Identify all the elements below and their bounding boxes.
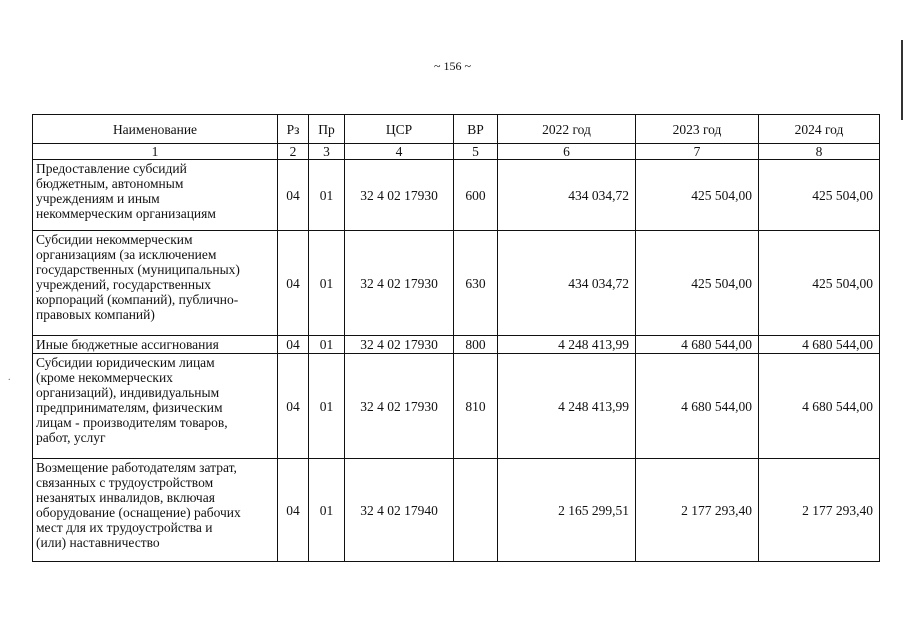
amount-2022-cell: 2 165 299,51 [498, 459, 636, 562]
amount-2023-cell: 2 177 293,40 [636, 459, 759, 562]
vr-cell: 600 [454, 160, 498, 231]
scan-speck: . [8, 372, 11, 383]
rz-cell: 04 [278, 336, 309, 354]
row-name-line: Субсидии юридическим лицам [36, 355, 215, 370]
row-name-line: мест для их трудоустройства и [36, 520, 213, 535]
vr-cell: 630 [454, 231, 498, 336]
row-name-line: Субсидии некоммерческим [36, 232, 193, 247]
header-2022: 2022 год [498, 115, 636, 144]
csr-cell: 32 4 02 17940 [345, 459, 454, 562]
row-name-line: лицам - производителям товаров, [36, 415, 228, 430]
row-name-line: Предоставление субсидий [36, 161, 187, 176]
row-name-line: учреждениям и иным [36, 191, 160, 206]
row-name-line: Иные бюджетные ассигнования [36, 337, 219, 352]
row-name-line: предпринимателям, физическим [36, 400, 223, 415]
pr-cell: 01 [309, 160, 345, 231]
header-2024: 2024 год [759, 115, 880, 144]
amount-2023-cell: 425 504,00 [636, 231, 759, 336]
vr-cell: 800 [454, 336, 498, 354]
page-number: ~ 156 ~ [434, 59, 471, 73]
header-vr: ВР [454, 115, 498, 144]
row-name-line: (или) наставничество [36, 535, 160, 550]
table-row [33, 160, 880, 231]
column-number: 5 [454, 144, 498, 160]
row-name-line: бюджетным, автономным [36, 176, 184, 191]
column-number: 7 [636, 144, 759, 160]
table-row [33, 459, 880, 562]
row-name-line: Возмещение работодателям затрат, [36, 460, 237, 475]
pr-cell: 01 [309, 354, 345, 459]
header-name: Наименование [33, 115, 278, 144]
amount-2023-cell: 425 504,00 [636, 160, 759, 231]
row-name-cell [33, 160, 278, 231]
row-name-cell [33, 336, 278, 354]
vr-cell: 810 [454, 354, 498, 459]
column-number: 3 [309, 144, 345, 160]
amount-2022-cell: 434 034,72 [498, 231, 636, 336]
row-name-line: некоммерческим организациям [36, 206, 216, 221]
amount-2024-cell: 2 177 293,40 [759, 459, 880, 562]
row-name-cell [33, 459, 278, 562]
row-name-line: организациям (за исключением [36, 247, 217, 262]
amount-2022-cell: 434 034,72 [498, 160, 636, 231]
amount-2024-cell: 4 680 544,00 [759, 336, 880, 354]
amount-2024-cell: 4 680 544,00 [759, 354, 880, 459]
pr-cell: 01 [309, 459, 345, 562]
row-name-line: работ, услуг [36, 430, 106, 445]
table-row [33, 336, 880, 354]
amount-2024-cell: 425 504,00 [759, 231, 880, 336]
amount-2023-cell: 4 680 544,00 [636, 336, 759, 354]
csr-cell: 32 4 02 17930 [345, 160, 454, 231]
header-csr: ЦСР [345, 115, 454, 144]
row-name-line: государственных (муниципальных) [36, 262, 240, 277]
pr-cell: 01 [309, 231, 345, 336]
row-name-line: правовых компаний) [36, 307, 155, 322]
amount-2024-cell: 425 504,00 [759, 160, 880, 231]
row-name-line: организаций), индивидуальным [36, 385, 220, 400]
scan-edge-line [901, 40, 903, 120]
csr-cell: 32 4 02 17930 [345, 336, 454, 354]
amount-2022-cell: 4 248 413,99 [498, 336, 636, 354]
header-rz: Рз [278, 115, 309, 144]
rz-cell: 04 [278, 160, 309, 231]
budget-table [32, 114, 880, 562]
column-number: 4 [345, 144, 454, 160]
table-row [33, 354, 880, 459]
column-number: 2 [278, 144, 309, 160]
table-row [33, 231, 880, 336]
column-number: 1 [33, 144, 278, 160]
header-2023: 2023 год [636, 115, 759, 144]
rz-cell: 04 [278, 459, 309, 562]
row-name-line: оборудование (оснащение) рабочих [36, 505, 241, 520]
amount-2023-cell: 4 680 544,00 [636, 354, 759, 459]
column-number-row [33, 144, 880, 160]
rz-cell: 04 [278, 231, 309, 336]
header-pr: Пр [309, 115, 345, 144]
row-name-cell [33, 354, 278, 459]
row-name-line: связанных с трудоустройством [36, 475, 214, 490]
pr-cell: 01 [309, 336, 345, 354]
csr-cell: 32 4 02 17930 [345, 354, 454, 459]
amount-2022-cell: 4 248 413,99 [498, 354, 636, 459]
row-name-cell [33, 231, 278, 336]
row-name-line: корпораций (компаний), публично- [36, 292, 239, 307]
row-name-line: незанятых инвалидов, включая [36, 490, 215, 505]
row-name-line: учреждений, государственных [36, 277, 211, 292]
vr-cell [454, 459, 498, 562]
row-name-line: (кроме некоммерческих [36, 370, 173, 385]
rz-cell: 04 [278, 354, 309, 459]
header-row [33, 115, 880, 144]
column-number: 6 [498, 144, 636, 160]
column-number: 8 [759, 144, 880, 160]
csr-cell: 32 4 02 17930 [345, 231, 454, 336]
